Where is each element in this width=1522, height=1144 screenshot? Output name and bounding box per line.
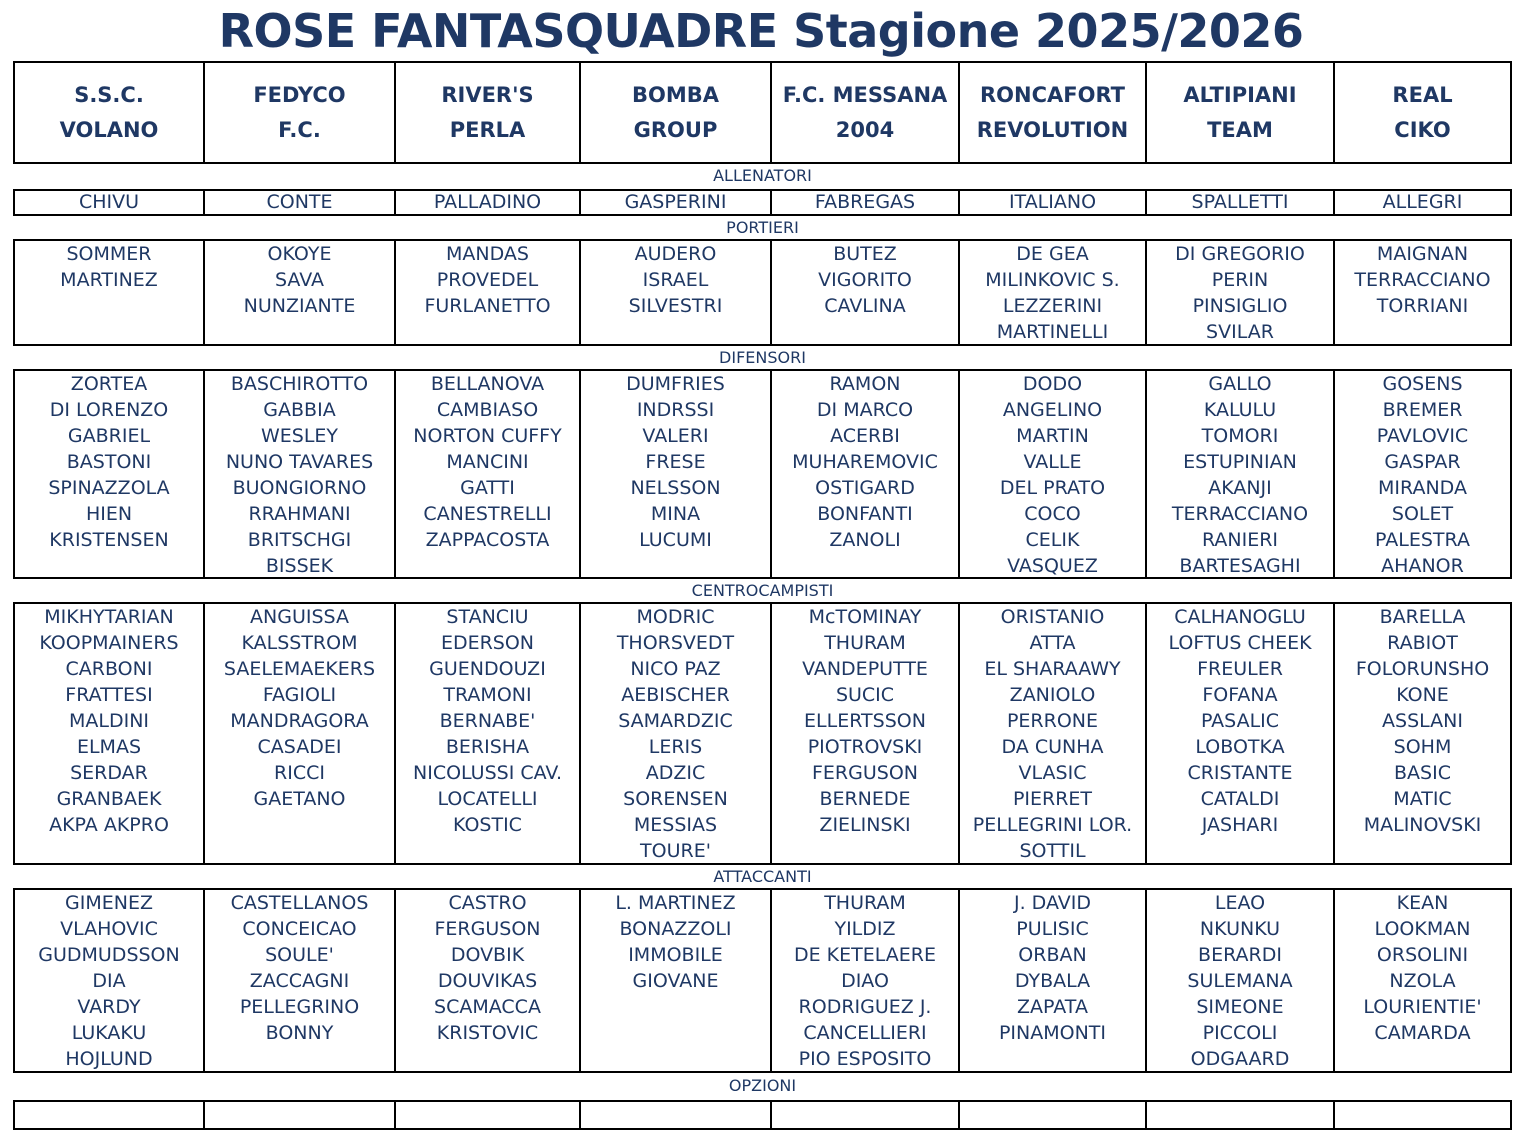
player-name: KRISTENSEN	[49, 529, 169, 551]
player-name: WESLEY	[260, 425, 339, 447]
team-column	[770, 604, 958, 863]
player-name: CASTRO	[448, 892, 527, 914]
player-name: FOLORUNSHO	[1355, 658, 1490, 680]
player-name: PERRONE	[1006, 710, 1099, 732]
player-name: MARTIN	[1016, 425, 1089, 447]
player-name: BERARDI	[1198, 944, 1282, 966]
player-name: FOFANA	[1202, 684, 1278, 706]
team-column	[958, 604, 1145, 863]
player-name: FERGUSON	[434, 918, 541, 940]
player-name: RABIOT	[1387, 632, 1458, 654]
player-name: KRISTOVIC	[436, 1022, 539, 1044]
player-name: CASADEI	[257, 736, 342, 758]
player-name: PERIN	[1211, 269, 1269, 291]
player-name: VALERI	[642, 425, 709, 447]
player-name: KALULU	[1203, 399, 1277, 421]
player-name: ORISTANIO	[1000, 606, 1105, 628]
player-name: DODO	[1022, 373, 1083, 395]
player-name: PELLEGRINO	[239, 996, 360, 1018]
player-name: LOOKMAN	[1374, 918, 1471, 940]
player-name: COCO	[1024, 503, 1081, 525]
player-name: ACERBI	[830, 425, 900, 447]
player-name: GIOVANE	[632, 970, 719, 992]
player-name: TRAMONI	[443, 684, 532, 706]
player-name: AUDERO	[634, 243, 717, 265]
team-column	[958, 241, 1145, 344]
player-name: BISSEK	[265, 555, 334, 577]
player-name: CRISTANTE	[1187, 762, 1293, 784]
player-name: DE GEA	[1016, 243, 1089, 265]
player-name: CELIK	[1025, 529, 1080, 551]
player-name: CATALDI	[1200, 788, 1280, 810]
player-name: THURAM	[824, 632, 906, 654]
team-column	[579, 604, 770, 863]
player-name: BONFANTI	[817, 503, 913, 525]
player-name: BERNEDE	[819, 788, 911, 810]
player-name: PELLEGRINI LOR.	[972, 814, 1133, 836]
section-label-attaccanti: ATTACCANTI	[713, 867, 812, 886]
player-name: RRAHMANI	[248, 503, 351, 525]
player-name: YILDIZ	[834, 918, 896, 940]
player-name: DE KETELAERE	[794, 944, 936, 966]
player-name: SIMEONE	[1196, 996, 1284, 1018]
player-name: NELSSON	[630, 477, 721, 499]
player-name: SOTTIL	[1019, 840, 1086, 862]
team-column	[15, 241, 203, 344]
player-name: BASTONI	[66, 451, 152, 473]
player-name: PAVLOVIC	[1376, 425, 1469, 447]
player-name: THORSVEDT	[616, 632, 735, 654]
player-name: NICO PAZ	[630, 658, 721, 680]
player-name: FRATTESI	[65, 684, 153, 706]
team-column	[1333, 371, 1510, 577]
midfielders-row	[13, 602, 1512, 865]
player-name: MATIC	[1393, 788, 1452, 810]
player-name: EL SHARAAWY	[984, 658, 1121, 680]
player-name: PROVEDEL	[436, 269, 539, 291]
player-name: MODRIC	[636, 606, 715, 628]
player-name: VASQUEZ	[1007, 555, 1098, 577]
player-name: CASTELLANOS	[230, 892, 369, 914]
player-name: BUONGIORNO	[232, 477, 367, 499]
player-name: GRANBAEK	[56, 788, 162, 810]
section-label-opzioni: OPZIONI	[728, 1076, 797, 1095]
team-column	[1333, 241, 1510, 344]
player-name: BONAZZOLI	[619, 918, 732, 940]
player-name: ZAPPACOSTA	[425, 529, 550, 551]
team-column	[770, 890, 958, 1071]
player-name: VARDY	[77, 996, 141, 1018]
player-name: ODGAARD	[1190, 1048, 1290, 1070]
player-name: GATTI	[460, 477, 515, 499]
section-label-centrocampisti: CENTROCAMPISTI	[691, 581, 834, 600]
team-column	[394, 890, 579, 1071]
player-name: EDERSON	[440, 632, 535, 654]
player-name: VIGORITO	[818, 269, 912, 291]
player-name: MANDRAGORA	[230, 710, 369, 732]
player-name: PALESTRA	[1375, 529, 1470, 551]
player-name: THURAM	[824, 892, 906, 914]
player-name: BARELLA	[1379, 606, 1466, 628]
player-name: BONNY	[265, 1022, 334, 1044]
player-name: RODRIGUEZ J.	[798, 996, 932, 1018]
player-name: LOCATELLI	[437, 788, 538, 810]
player-name: PASALIC	[1200, 710, 1280, 732]
player-name: ANGUISSA	[250, 606, 349, 628]
player-name: ORSOLINI	[1376, 944, 1469, 966]
player-name: NICOLUSSI CAV.	[413, 762, 562, 784]
player-name: PICCOLI	[1202, 1022, 1278, 1044]
player-name: MUHAREMOVIC	[792, 451, 938, 473]
player-name: SERDAR	[70, 762, 148, 784]
player-name: SAMARDZIC	[618, 710, 733, 732]
team-column	[203, 890, 394, 1071]
player-name: MANCINI	[446, 451, 529, 473]
team-column	[203, 604, 394, 863]
player-name: GABRIEL	[67, 425, 151, 447]
player-name: ZACCAGNI	[249, 970, 350, 992]
player-name: BASIC	[1394, 762, 1451, 784]
player-name: CALHANOGLU	[1174, 606, 1306, 628]
team-column	[1333, 890, 1510, 1071]
player-name: HOJLUND	[65, 1048, 153, 1070]
player-name: DUMFRIES	[626, 373, 725, 395]
player-name: ZORTEA	[70, 373, 148, 395]
player-name: IMMOBILE	[628, 944, 723, 966]
player-name: NZOLA	[1389, 970, 1456, 992]
player-name: LERIS	[648, 736, 703, 758]
player-name: BREMER	[1382, 399, 1463, 421]
player-name: LUCUMI	[639, 529, 712, 551]
player-name: VANDEPUTTE	[802, 658, 928, 680]
player-name: FREULER	[1197, 658, 1283, 680]
player-name: LEZZERINI	[1002, 295, 1103, 317]
player-name: VLAHOVIC	[60, 918, 158, 940]
player-name: PIOTROVSKI	[807, 736, 923, 758]
player-name: GOSENS	[1382, 373, 1463, 395]
player-name: AKANJI	[1208, 477, 1272, 499]
player-name: ZANOLI	[829, 529, 901, 551]
player-name: CONCEICAO	[242, 918, 357, 940]
player-name: RAMON	[829, 373, 901, 395]
team-column	[958, 890, 1145, 1071]
player-name: CANESTRELLI	[423, 503, 552, 525]
team-column	[770, 371, 958, 577]
team-column	[770, 1102, 958, 1128]
player-name: MANDAS	[446, 243, 529, 265]
team-column	[394, 241, 579, 344]
player-name: SOHM	[1393, 736, 1452, 758]
player-name: CAMARDA	[1374, 1022, 1471, 1044]
defenders-row	[13, 369, 1512, 579]
player-name: FURLANETTO	[424, 295, 551, 317]
team-column	[203, 371, 394, 577]
player-name: TOMORI	[1201, 425, 1279, 447]
player-name: SUCIC	[835, 684, 895, 706]
forwards-row	[13, 888, 1512, 1073]
player-name: LOURIENTIE'	[1363, 996, 1482, 1018]
coach-name: ITALIANO	[958, 191, 1145, 214]
team-column	[15, 371, 203, 577]
team-header-row	[13, 61, 1512, 164]
player-name: ESTUPINIAN	[1183, 451, 1297, 473]
player-name: SCAMACCA	[434, 996, 541, 1018]
player-name: ZAPATA	[1017, 996, 1088, 1018]
player-name: TOURE'	[640, 840, 711, 862]
player-name: GASPAR	[1384, 451, 1461, 473]
player-name: DEL PRATO	[999, 477, 1106, 499]
player-name: DI MARCO	[816, 399, 914, 421]
team-column	[579, 1102, 770, 1128]
team-column	[1333, 1102, 1510, 1128]
player-name: MALDINI	[68, 710, 150, 732]
player-name: SOMMER	[66, 243, 152, 265]
player-name: OKOYE	[267, 243, 332, 265]
player-name: MALINOVSKI	[1363, 814, 1482, 836]
player-name: CAMBIASO	[436, 399, 539, 421]
team-column	[579, 241, 770, 344]
player-name: DA CUNHA	[1001, 736, 1104, 758]
player-name: LUKAKU	[71, 1022, 147, 1044]
team-name: REAL CIKO	[1333, 63, 1510, 162]
team-name: F.C. MESSANA 2004	[770, 63, 958, 162]
player-name: DOUVIKAS	[437, 970, 538, 992]
player-name: CARBONI	[65, 658, 153, 680]
player-name: GUENDOUZI	[429, 658, 546, 680]
player-name: JASHARI	[1201, 814, 1279, 836]
player-name: STANCIU	[446, 606, 529, 628]
team-name: S.S.C. VOLANO	[59, 82, 159, 142]
player-name: ISRAEL	[642, 269, 709, 291]
player-name: BERISHA	[445, 736, 530, 758]
team-column	[1145, 604, 1333, 863]
player-name: SULEMANA	[1187, 970, 1293, 992]
coach-name: CHIVU	[78, 191, 140, 213]
team-column	[1333, 604, 1510, 863]
player-name: AHANOR	[1381, 555, 1464, 577]
player-name: FAGIOLI	[262, 684, 337, 706]
team-column	[579, 890, 770, 1071]
player-name: SOULE'	[265, 944, 334, 966]
player-name: BARTESAGHI	[1179, 555, 1301, 577]
player-name: LOBOTKA	[1195, 736, 1285, 758]
player-name: MIKHYTARIAN	[44, 606, 174, 628]
player-name: RICCI	[274, 762, 325, 784]
player-name: GAETANO	[253, 788, 346, 810]
player-name: KOOPMAINERS	[39, 632, 179, 654]
player-name: MINA	[650, 503, 701, 525]
player-name: RANIERI	[1201, 529, 1279, 551]
goalkeepers-row	[13, 239, 1512, 346]
player-name: SILVESTRI	[628, 295, 723, 317]
section-label-difensori: DIFENSORI	[719, 348, 806, 367]
player-name: GALLO	[1208, 373, 1272, 395]
team-column	[394, 604, 579, 863]
player-name: NUNO TAVARES	[225, 451, 374, 473]
player-name: ATTA	[1029, 632, 1076, 654]
player-name: BASCHIROTTO	[230, 373, 369, 395]
player-name: TERRACCIANO	[1171, 503, 1309, 525]
coach-name: FABREGAS	[770, 191, 958, 214]
player-name: BRITSCHGI	[247, 529, 352, 551]
player-name: BELLANOVA	[430, 373, 545, 395]
player-name: PINSIGLIO	[1192, 295, 1288, 317]
player-name: ADZIC	[645, 762, 706, 784]
player-name: ASSLANI	[1382, 710, 1463, 732]
player-name: CANCELLIERI	[803, 1022, 927, 1044]
team-column	[1145, 241, 1333, 344]
player-name: DYBALA	[1014, 970, 1091, 992]
player-name: PIERRET	[1012, 788, 1093, 810]
coach-name: GASPERINI	[579, 191, 770, 214]
coach-name: SPALLETTI	[1145, 191, 1333, 214]
player-name: ZIELINSKI	[819, 814, 911, 836]
player-name: ANGELINO	[1002, 399, 1103, 421]
player-name: SAELEMAEKERS	[223, 658, 376, 680]
player-name: MARTINELLI	[996, 321, 1109, 343]
player-name: L. MARTINEZ	[615, 892, 736, 914]
team-column	[958, 371, 1145, 577]
player-name: SPINAZZOLA	[48, 477, 170, 499]
player-name: ORBAN	[1018, 944, 1087, 966]
player-name: VALLE	[1023, 451, 1082, 473]
player-name: LEAO	[1214, 892, 1266, 914]
player-name: CAVLINA	[824, 295, 906, 317]
team-column	[958, 1102, 1145, 1128]
player-name: MAIGNAN	[1376, 243, 1469, 265]
player-name: PINAMONTI	[998, 1022, 1107, 1044]
player-name: SAVA	[275, 269, 324, 291]
player-name: MARTINEZ	[60, 269, 158, 291]
player-name: KONE	[1396, 684, 1449, 706]
player-name: MIRANDA	[1378, 477, 1467, 499]
team-column	[203, 241, 394, 344]
player-name: DOVBIK	[450, 944, 525, 966]
player-name: BERNABE'	[439, 710, 536, 732]
team-column	[1145, 1102, 1333, 1128]
coach-name: PALLADINO	[394, 191, 579, 214]
team-name: BOMBA GROUP	[579, 63, 770, 162]
player-name: OSTIGARD	[815, 477, 915, 499]
player-name: FERGUSON	[812, 762, 918, 784]
team-name: ALTIPIANI TEAM	[1145, 63, 1333, 162]
player-name: ELLERTSSON	[804, 710, 926, 732]
player-name: GIMENEZ	[65, 892, 153, 914]
section-label-allenatori: ALLENATORI	[713, 166, 812, 185]
player-name: McTOMINAY	[808, 606, 922, 628]
player-name: ZANIOLO	[1009, 684, 1096, 706]
player-name: NORTON CUFFY	[413, 425, 562, 447]
section-label-portieri: PORTIERI	[726, 218, 799, 237]
team-column	[1145, 371, 1333, 577]
player-name: BUTEZ	[833, 243, 897, 265]
player-name: SVILAR	[1206, 321, 1274, 343]
player-name: DI GREGORIO	[1175, 243, 1305, 265]
player-name: AEBISCHER	[621, 684, 730, 706]
player-name: VLASIC	[1018, 762, 1087, 784]
player-name: PIO ESPOSITO	[798, 1048, 932, 1070]
team-column	[15, 604, 203, 863]
player-name: FRESE	[645, 451, 706, 473]
player-name: J. DAVID	[1014, 892, 1091, 914]
player-name: SORENSEN	[623, 788, 728, 810]
player-name: MILINKOVIC S.	[985, 269, 1120, 291]
team-name: FEDYCO F.C.	[203, 63, 394, 162]
team-column	[579, 371, 770, 577]
player-name: LOFTUS CHEEK	[1168, 632, 1312, 654]
coach-name: CONTE	[203, 191, 394, 214]
coaches-row	[13, 189, 1512, 216]
player-name: NKUNKU	[1199, 918, 1281, 940]
player-name: GABBIA	[263, 399, 336, 421]
player-name: NUNZIANTE	[243, 295, 356, 317]
player-name: KEAN	[1396, 892, 1449, 914]
team-column	[394, 371, 579, 577]
team-column	[770, 241, 958, 344]
player-name: GUDMUDSSON	[38, 944, 180, 966]
player-name: TERRACCIANO	[1354, 269, 1491, 291]
player-name: PULISIC	[1016, 918, 1089, 940]
player-name: SOLET	[1391, 503, 1454, 525]
team-name: RIVER'S PERLA	[394, 63, 579, 162]
player-name: AKPA AKPRO	[49, 814, 169, 836]
team-column	[203, 1102, 394, 1128]
options-row	[13, 1100, 1512, 1130]
page-title: ROSE FANTASQUADRE Stagione 2025/2026	[218, 4, 1304, 58]
player-name: TORRIANI	[1376, 295, 1469, 317]
player-name: INDRSSI	[636, 399, 715, 421]
player-name: DI LORENZO	[49, 399, 169, 421]
team-column	[1145, 890, 1333, 1071]
team-column	[15, 890, 203, 1071]
player-name: KALSSTROM	[241, 632, 358, 654]
player-name: KOSTIC	[453, 814, 522, 836]
player-name: DIA	[92, 970, 126, 992]
team-name: RONCAFORT REVOLUTION	[958, 63, 1145, 162]
player-name: MESSIAS	[633, 814, 718, 836]
player-name: ELMAS	[76, 736, 142, 758]
player-name: HIEN	[85, 503, 133, 525]
coach-name: ALLEGRI	[1333, 191, 1510, 214]
team-column	[394, 1102, 579, 1128]
team-column	[15, 1102, 203, 1128]
player-name: DIAO	[841, 970, 889, 992]
